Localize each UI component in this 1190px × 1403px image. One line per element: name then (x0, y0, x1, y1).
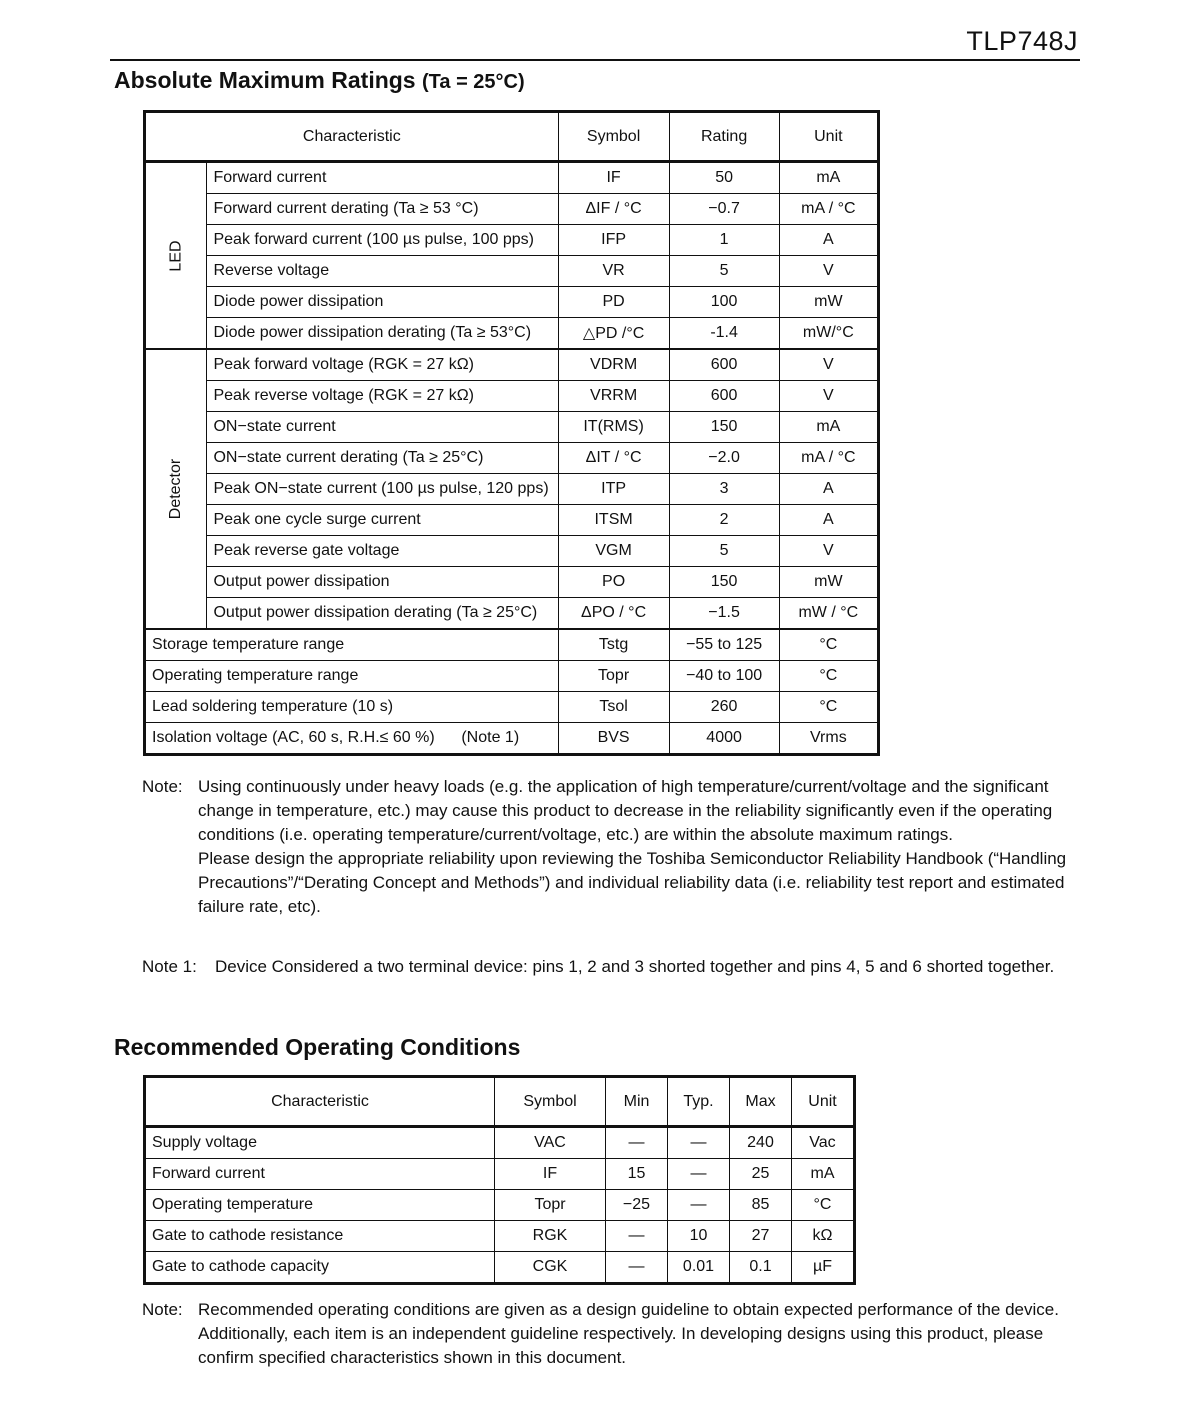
table-row (145, 598, 879, 630)
unit-cell: mW (779, 567, 878, 598)
typ-cell: 10 (668, 1221, 730, 1252)
note-paragraph: Using continuously under heavy loads (e.g. the application of high temperature/current/voltage and the significant change in temperature, etc.) may cause this product to decrease in the reliability significantly even if the operating conditions (i.e. operating temperature/current/voltage, etc.) are within the absolute maximum ratings. (198, 777, 1053, 844)
characteristic-cell: Reverse voltage (207, 256, 558, 287)
roc-col-symbol: Symbol (495, 1077, 606, 1127)
symbol-cell: VDRM (558, 349, 669, 381)
symbol-cell: PD (558, 287, 669, 318)
recommended-operating-conditions-table (143, 1075, 856, 1285)
min-cell: −25 (606, 1190, 668, 1221)
characteristic-cell: Lead soldering temperature (10 s) (145, 692, 559, 723)
symbol-cell: PO (558, 567, 669, 598)
symbol-cell: Tsol (558, 692, 669, 723)
table-row (145, 412, 879, 443)
unit-cell: V (779, 381, 878, 412)
max-cell: 25 (730, 1159, 792, 1190)
rating-cell: 2 (669, 505, 779, 536)
table-row (145, 474, 879, 505)
rating-cell: −55 to 125 (669, 629, 779, 661)
rating-cell: 260 (669, 692, 779, 723)
symbol-cell: ITP (558, 474, 669, 505)
table-row (145, 256, 879, 287)
symbol-cell: IF (558, 162, 669, 194)
amr-note-1 (142, 955, 1072, 979)
rating-cell: -1.4 (669, 318, 779, 350)
roc-col-min: Min (606, 1077, 668, 1127)
characteristic-cell: Diode power dissipation derating (Ta ≥ 53°C) (207, 318, 558, 350)
characteristic-cell: Peak forward current (100 µs pulse, 100 pps) (207, 225, 558, 256)
table-row (145, 505, 879, 536)
characteristic-cell: Diode power dissipation (207, 287, 558, 318)
unit-cell: °C (779, 629, 878, 661)
unit-cell: Vac (792, 1127, 855, 1159)
table-row (145, 162, 879, 194)
note-label: Note: (142, 1300, 183, 1319)
characteristic-cell: Forward current derating (Ta ≥ 53 °C) (207, 194, 558, 225)
symbol-cell: IT(RMS) (558, 412, 669, 443)
roc-col-max: Max (730, 1077, 792, 1127)
symbol-cell: CGK (495, 1252, 606, 1284)
symbol-cell: IF (495, 1159, 606, 1190)
symbol-cell: △PD /°C (558, 318, 669, 350)
symbol-cell: VAC (495, 1127, 606, 1159)
group-label-detector: Detector (145, 349, 207, 629)
amr-heading (114, 67, 525, 94)
rating-cell: −2.0 (669, 443, 779, 474)
table-row (145, 1190, 855, 1221)
group-label-led: LED (145, 162, 207, 350)
characteristic-cell: Forward current (145, 1159, 495, 1190)
max-cell: 85 (730, 1190, 792, 1221)
table-row (145, 567, 879, 598)
note-paragraph: Please design the appropriate reliability upon reviewing the Toshiba Semiconductor Reliability Handbook (“Handling Precautions”/“Derating Concept and Methods”) and individual reliability data (i.e. reliability test report and estimated failure rate, etc). (198, 849, 1067, 916)
unit-cell: V (779, 349, 878, 381)
typ-cell: — (668, 1190, 730, 1221)
unit-cell: V (779, 536, 878, 567)
roc-col-characteristic: Characteristic (145, 1077, 495, 1127)
typ-cell: 0.01 (668, 1252, 730, 1284)
table-row (145, 723, 879, 755)
unit-cell: mA / °C (779, 194, 878, 225)
amr-col-characteristic: Characteristic (145, 112, 559, 162)
unit-cell: mA (779, 412, 878, 443)
header-rule (110, 59, 1080, 61)
characteristic-cell: Output power dissipation derating (Ta ≥ 25°C) (207, 598, 558, 630)
rating-cell: 5 (669, 256, 779, 287)
characteristic-cell: Peak forward voltage (RGK = 27 kΩ) (207, 349, 558, 381)
unit-cell: mA / °C (779, 443, 878, 474)
characteristic-cell: Supply voltage (145, 1127, 495, 1159)
max-cell: 27 (730, 1221, 792, 1252)
rating-cell: 150 (669, 412, 779, 443)
min-cell: — (606, 1127, 668, 1159)
characteristic-cell: Output power dissipation (207, 567, 558, 598)
table-row (145, 287, 879, 318)
typ-cell: — (668, 1159, 730, 1190)
table-row (145, 381, 879, 412)
unit-cell: mA (792, 1159, 855, 1190)
symbol-cell: Topr (495, 1190, 606, 1221)
unit-cell: A (779, 225, 878, 256)
rating-cell: −0.7 (669, 194, 779, 225)
table-row (145, 1159, 855, 1190)
max-cell: 0.1 (730, 1252, 792, 1284)
table-row (145, 443, 879, 474)
symbol-cell: ΔIF / °C (558, 194, 669, 225)
symbol-cell: Topr (558, 661, 669, 692)
characteristic-cell: Gate to cathode resistance (145, 1221, 495, 1252)
symbol-cell: Tstg (558, 629, 669, 661)
rating-cell: 600 (669, 381, 779, 412)
roc-heading: Recommended Operating Conditions (114, 1034, 521, 1060)
absolute-maximum-ratings-table (143, 110, 880, 756)
unit-cell: A (779, 505, 878, 536)
roc-header-row (145, 1077, 855, 1127)
document-id: TLP748J (966, 26, 1078, 56)
unit-cell: A (779, 474, 878, 505)
rating-cell: 150 (669, 567, 779, 598)
roc-note (142, 1298, 1072, 1370)
unit-cell: Vrms (779, 723, 878, 755)
symbol-cell: ITSM (558, 505, 669, 536)
characteristic-cell: ON−state current derating (Ta ≥ 25°C) (207, 443, 558, 474)
table-row (145, 629, 879, 661)
unit-cell: °C (779, 661, 878, 692)
note-label: Note 1: (142, 957, 197, 976)
amr-condition: (Ta = 25°C) (422, 71, 525, 93)
unit-cell: °C (779, 692, 878, 723)
min-cell: 15 (606, 1159, 668, 1190)
symbol-cell: ΔPO / °C (558, 598, 669, 630)
rating-cell: −40 to 100 (669, 661, 779, 692)
rating-cell: 600 (669, 349, 779, 381)
table-row (145, 661, 879, 692)
amr-note (142, 775, 1072, 919)
symbol-cell: RGK (495, 1221, 606, 1252)
table-row (145, 1127, 855, 1159)
typ-cell: — (668, 1127, 730, 1159)
unit-cell: mW / °C (779, 598, 878, 630)
characteristic-cell: ON−state current (207, 412, 558, 443)
characteristic-cell: Isolation voltage (AC, 60 s, R.H.≤ 60 %) (Note 1) (145, 723, 559, 755)
characteristic-cell: Peak one cycle surge current (207, 505, 558, 536)
unit-cell: µF (792, 1252, 855, 1284)
roc-col-unit: Unit (792, 1077, 855, 1127)
unit-cell: mW/°C (779, 318, 878, 350)
table-row (145, 1221, 855, 1252)
table-row (145, 692, 879, 723)
characteristic-cell: Peak reverse voltage (RGK = 27 kΩ) (207, 381, 558, 412)
unit-cell: °C (792, 1190, 855, 1221)
characteristic-cell: Storage temperature range (145, 629, 559, 661)
symbol-cell: VGM (558, 536, 669, 567)
amr-col-rating: Rating (669, 112, 779, 162)
note-paragraph: Device Considered a two terminal device: pins 1, 2 and 3 shorted together and pins 4, 5 and 6 shorted together. (215, 957, 1055, 976)
characteristic-cell: Forward current (207, 162, 558, 194)
roc-col-typ: Typ. (668, 1077, 730, 1127)
characteristic-cell: Peak reverse gate voltage (207, 536, 558, 567)
table-row (145, 318, 879, 350)
characteristic-cell: Peak ON−state current (100 µs pulse, 120 pps) (207, 474, 558, 505)
min-cell: — (606, 1221, 668, 1252)
rating-cell: 3 (669, 474, 779, 505)
amr-col-unit: Unit (779, 112, 878, 162)
rating-cell: 5 (669, 536, 779, 567)
symbol-cell: VR (558, 256, 669, 287)
unit-cell: mA (779, 162, 878, 194)
rating-cell: 50 (669, 162, 779, 194)
rating-cell: 1 (669, 225, 779, 256)
symbol-cell: BVS (558, 723, 669, 755)
characteristic-cell: Operating temperature range (145, 661, 559, 692)
rating-cell: 100 (669, 287, 779, 318)
unit-cell: kΩ (792, 1221, 855, 1252)
max-cell: 240 (730, 1127, 792, 1159)
min-cell: — (606, 1252, 668, 1284)
amr-col-symbol: Symbol (558, 112, 669, 162)
unit-cell: mW (779, 287, 878, 318)
note-paragraph: Recommended operating conditions are given as a design guideline to obtain expected performance of the device. Additionally, each item is an independent guideline respectively. In developing designs using this product, please confirm specified characteristics shown in this document. (198, 1300, 1059, 1367)
rating-cell: 4000 (669, 723, 779, 755)
table-row (145, 536, 879, 567)
symbol-cell: ΔIT / °C (558, 443, 669, 474)
symbol-cell: IFP (558, 225, 669, 256)
table-row (145, 349, 879, 381)
amr-header-row (145, 112, 879, 162)
table-row (145, 194, 879, 225)
symbol-cell: VRRM (558, 381, 669, 412)
rating-cell: −1.5 (669, 598, 779, 630)
unit-cell: V (779, 256, 878, 287)
table-row (145, 1252, 855, 1284)
note-label: Note: (142, 777, 183, 796)
characteristic-cell: Gate to cathode capacity (145, 1252, 495, 1284)
amr-title: Absolute Maximum Ratings (114, 67, 416, 93)
table-row (145, 225, 879, 256)
characteristic-cell: Operating temperature (145, 1190, 495, 1221)
